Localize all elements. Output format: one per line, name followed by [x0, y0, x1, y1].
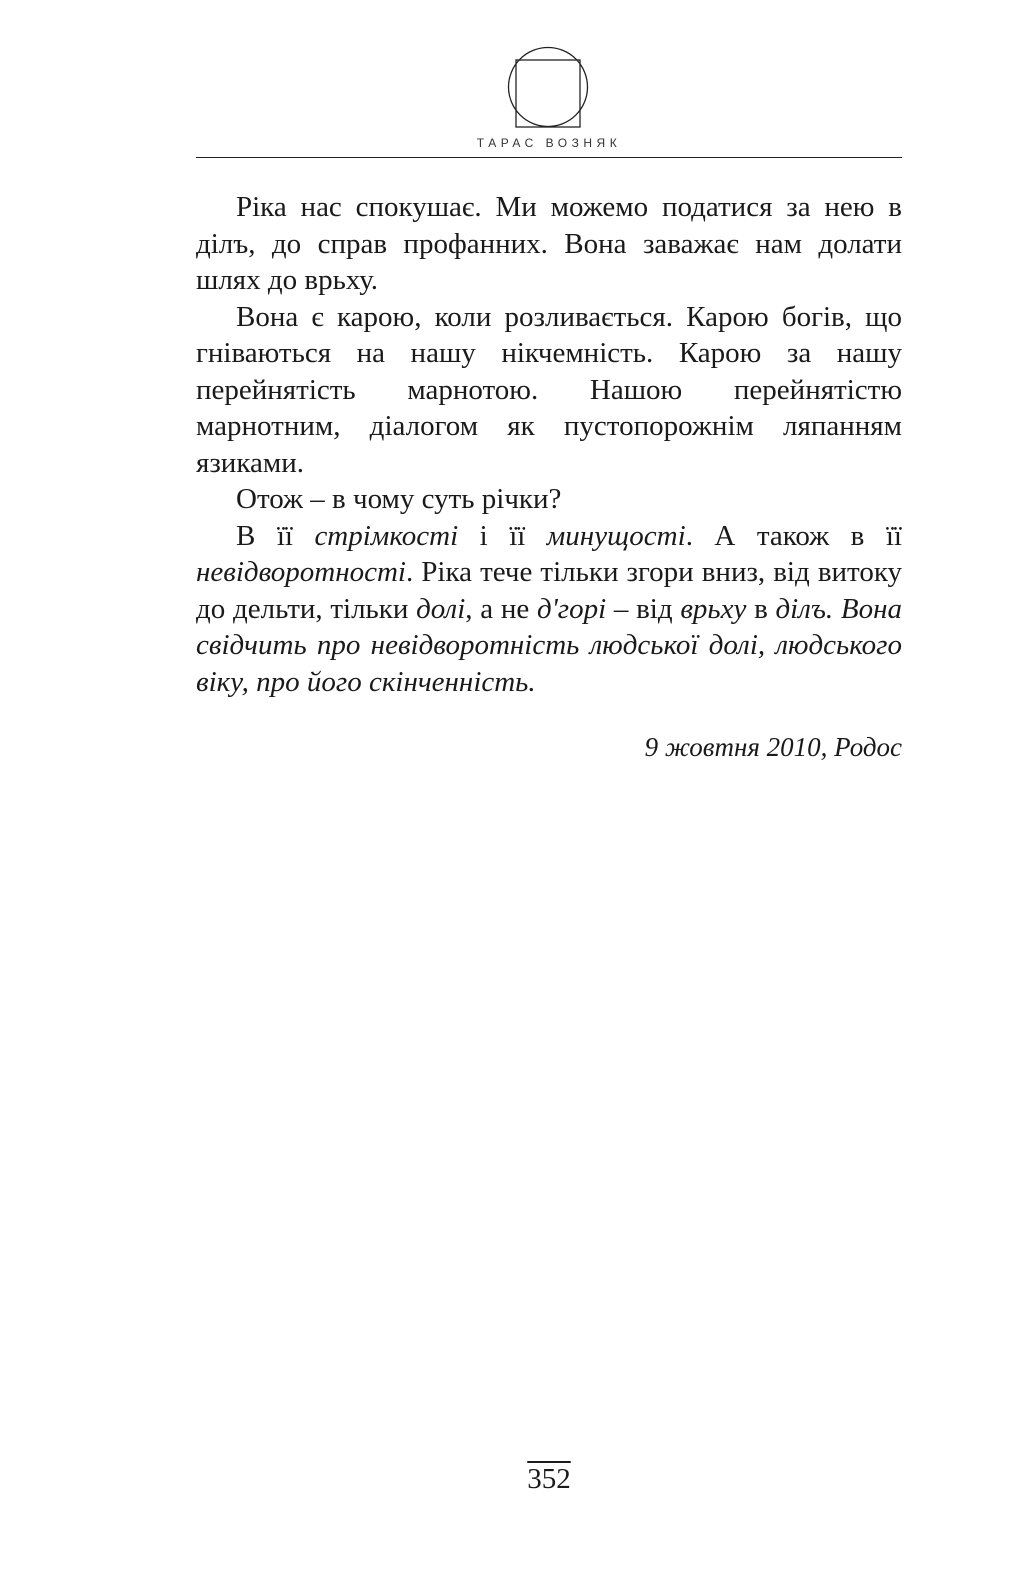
- running-head: ТАРАС ВОЗНЯК: [476, 136, 622, 150]
- p4-italic-2: минущості: [546, 519, 686, 552]
- body-text: [196, 189, 902, 700]
- p4-italic-3: невідворотності: [196, 556, 406, 588]
- p4-text-7: в: [746, 592, 776, 625]
- paragraph-1: Ріка нас спокушає. Ми можемо податися за нею в дiлъ, до справ профанних. Вона заважає нам долати шлях до врьху.: [196, 191, 902, 296]
- circle-square-emblem-icon: [507, 46, 589, 128]
- p4-italic-1: стрімкості: [314, 519, 459, 552]
- p4-text-2: і її: [458, 519, 547, 552]
- paragraph-4: [196, 518, 902, 701]
- p4-italic-4: долі: [416, 592, 466, 625]
- header-rule: [196, 157, 902, 158]
- p4-text-6: – від: [606, 592, 681, 625]
- date-place-signature: 9 жовтня 2010, Родос: [644, 732, 902, 762]
- p4-text-3: . А також в її: [685, 519, 902, 552]
- p4-italic-7: дiлъ. Вона свідчить про невідворотність людської долі, людського віку, про його скінченність.: [196, 592, 902, 698]
- p4-italic-5: д'горі: [536, 592, 607, 625]
- paragraph-2: Вона є карою, коли розливається. Карою богів, що гніваються на нашу нікчемність. Карою за нашу перейнятість марнотою. Нашою перейнятістю марнотним, діалогом як пустопорожнім ляпанням язиками.: [196, 300, 902, 479]
- paragraph-3: Отож – в чому суть річки?: [236, 483, 562, 515]
- page-number: 352: [527, 1463, 571, 1495]
- p4-text-1: В її: [236, 519, 315, 552]
- p4-text-4: . Ріка тече тільки згори вниз, від витоку до дельти, тільки: [196, 556, 902, 625]
- p4-text-5: , а не: [465, 592, 537, 625]
- p4-italic-6: врьху: [680, 592, 747, 625]
